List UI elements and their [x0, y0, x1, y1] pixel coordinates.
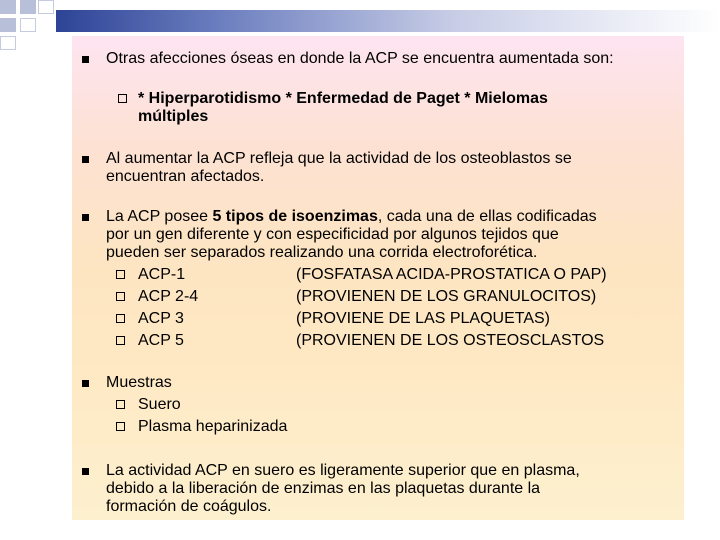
bullet-text-line: por un gen diferente y con especificidad por algunos tejidos que — [106, 226, 559, 243]
hollow-square-icon — [116, 400, 125, 409]
bullet-text-line: encuentran afectados. — [106, 168, 265, 185]
isoenzyme-desc: (PROVIENEN DE LOS GRANULOCITOS) — [296, 288, 597, 305]
deco-square — [0, 0, 16, 14]
sub-bullet-text: * Hiperparotidismo * Enfermedad de Paget * Mielomas múltiples — [138, 90, 548, 125]
isoenzyme-row — [72, 266, 684, 286]
isoenzyme-name: ACP 2-4 — [138, 288, 199, 305]
hollow-square-icon — [116, 314, 125, 323]
isoenzyme-row — [72, 332, 684, 352]
text-segment: , cada una de ellas codificadas — [377, 208, 597, 225]
text-emphasis: 5 tipos de isoenzimas — [212, 208, 378, 225]
hollow-square-icon — [116, 336, 125, 345]
sample-type: Plasma heparinizada — [138, 418, 288, 435]
bullet-text-line: pueden ser separados realizando una corrida electroforética. — [106, 244, 538, 261]
bullet-text-line: La actividad ACP en suero es ligeramente superior que en plasma, — [106, 462, 580, 479]
hollow-square-icon — [116, 422, 125, 431]
isoenzyme-desc: (FOSFATASA ACIDA-PROSTATICA O PAP) — [296, 266, 607, 283]
bullet-text-line: debido a la liberación de enzimas en las plaquetas durante la — [106, 480, 541, 497]
bullet-text-line: formación de coágulos. — [106, 498, 272, 515]
bullet-square-icon — [82, 156, 89, 163]
isoenzyme-desc: (PROVIENE DE LAS PLAQUETAS) — [296, 310, 550, 327]
bullet-square-icon — [82, 56, 89, 63]
isoenzyme-name: ACP-1 — [138, 266, 186, 283]
bullet-text-line — [106, 208, 676, 226]
sample-type: Suero — [138, 396, 181, 413]
deco-square — [20, 18, 36, 32]
bullet-text-line: Al aumentar la ACP refleja que la actividad de los osteoblastos se — [106, 150, 572, 167]
deco-square — [38, 0, 54, 14]
hollow-square-icon — [118, 94, 127, 103]
deco-square — [0, 18, 16, 32]
bullet-square-icon — [82, 380, 89, 387]
hollow-square-icon — [116, 270, 125, 279]
isoenzyme-row — [72, 288, 684, 308]
title-bar — [56, 10, 720, 32]
text-segment: La ACP posee — [106, 208, 213, 225]
isoenzyme-name: ACP 3 — [138, 310, 184, 327]
isoenzyme-desc: (PROVIENEN DE LOS OSTEOSCLASTOS — [296, 332, 605, 349]
deco-square — [20, 0, 36, 14]
bullet-square-icon — [82, 214, 89, 221]
isoenzyme-row — [72, 310, 684, 330]
deco-square — [0, 36, 16, 50]
bullet-text: Muestras — [106, 374, 172, 391]
bullet-square-icon — [82, 468, 89, 475]
slide-content — [72, 36, 684, 520]
isoenzyme-name: ACP 5 — [138, 332, 184, 349]
bullet-text: Otras afecciones óseas en donde la ACP se encuentra aumentada son: — [106, 50, 614, 67]
hollow-square-icon — [116, 292, 125, 301]
